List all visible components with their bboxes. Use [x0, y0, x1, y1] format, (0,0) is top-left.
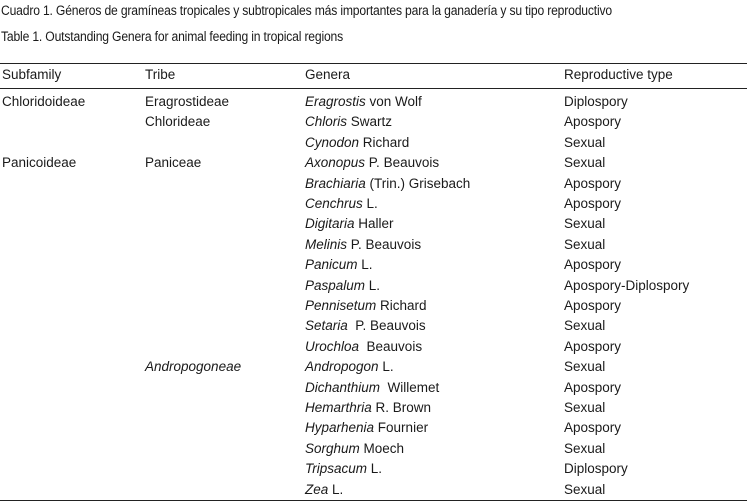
- reproductive-type-cell: Apospory: [564, 257, 622, 272]
- genus-author: Fournier: [374, 420, 429, 435]
- genus-name: Andropogon: [305, 359, 379, 374]
- genus-author: L.: [357, 257, 373, 272]
- genus-author: Willemet: [380, 380, 440, 395]
- genus-cell: [305, 196, 378, 212]
- reproductive-type-cell: Sexual: [564, 359, 606, 374]
- table-top-rule: [0, 63, 747, 64]
- genus-name: Digitaria: [305, 216, 355, 231]
- genus-name: Cynodon: [305, 135, 360, 150]
- genus-author: Richard: [359, 135, 410, 150]
- genus-name: Sorghum: [305, 441, 360, 456]
- subfamily-cell: Panicoideae: [2, 155, 77, 170]
- column-header-reproductive-type: Reproductive type: [564, 67, 673, 82]
- genus-name: Melinis: [305, 237, 348, 252]
- reproductive-type-cell: Apospory: [564, 420, 622, 435]
- reproductive-type-cell: Apospory: [564, 380, 622, 395]
- genus-author: L.: [328, 482, 344, 497]
- genus-cell: [305, 237, 421, 253]
- caption-english: Table 1. Outstanding Genera for animal feeding in tropical regions: [1, 29, 344, 44]
- reproductive-type-cell: Apospory-Diplospory: [564, 278, 690, 293]
- genus-name: Cenchrus: [305, 196, 363, 211]
- genus-cell: [305, 400, 431, 416]
- genus-name: Hemarthria: [305, 400, 372, 415]
- genus-author: P. Beauvois: [365, 155, 440, 170]
- genus-cell: [305, 359, 394, 375]
- genus-author: L.: [378, 359, 394, 374]
- genus-name: Zea: [305, 482, 329, 497]
- genus-cell: [305, 298, 427, 314]
- genus-author: L.: [365, 278, 381, 293]
- genus-cell: [305, 257, 373, 273]
- tribe-cell: Eragrostideae: [145, 94, 230, 109]
- genus-author: Richard: [376, 298, 427, 313]
- reproductive-type-cell: Apospory: [564, 298, 622, 313]
- table-bottom-rule: [0, 500, 747, 501]
- genus-author: R. Brown: [371, 400, 432, 415]
- genus-author: Moech: [359, 441, 405, 456]
- genus-name: Urochloa: [305, 339, 360, 354]
- genus-name: Panicum: [305, 257, 358, 272]
- genus-author: P. Beauvois: [347, 318, 426, 333]
- tribe-cell: Paniceae: [145, 155, 202, 170]
- genus-cell: [305, 482, 343, 498]
- tribe-cell: Andropogoneae: [145, 359, 242, 374]
- genus-name: Eragrostis: [305, 94, 366, 109]
- genus-cell: [305, 114, 392, 130]
- reproductive-type-cell: Apospory: [564, 339, 622, 354]
- reproductive-type-cell: Diplospory: [564, 461, 628, 476]
- genus-author: Beauvois: [359, 339, 423, 354]
- genus-cell: [305, 380, 439, 396]
- genus-cell: [305, 339, 422, 355]
- genus-cell: [305, 216, 394, 232]
- reproductive-type-cell: Sexual: [564, 155, 606, 170]
- subfamily-cell: Chloridoideae: [2, 94, 86, 109]
- genus-name: Setaria: [305, 318, 348, 333]
- genus-cell: [305, 318, 426, 334]
- genus-cell: [305, 278, 380, 294]
- genus-cell: [305, 155, 439, 171]
- genus-cell: [305, 94, 422, 110]
- genus-name: Hyparhenia: [305, 420, 375, 435]
- column-header-subfamily: Subfamily: [2, 67, 62, 82]
- caption-spanish: Cuadro 1. Géneros de gramíneas tropicales y subtropicales más importantes para la ganadería y su tipo reproductivo: [1, 3, 612, 18]
- column-header-genera: Genera: [305, 67, 351, 82]
- genus-author: Swartz: [347, 114, 393, 129]
- reproductive-type-cell: Sexual: [564, 318, 606, 333]
- reproductive-type-cell: Apospory: [564, 176, 622, 191]
- genus-name: Dichanthium: [305, 380, 381, 395]
- genus-name: Paspalum: [305, 278, 366, 293]
- genus-cell: [305, 461, 382, 477]
- reproductive-type-cell: Sexual: [564, 237, 606, 252]
- reproductive-type-cell: Sexual: [564, 400, 606, 415]
- reproductive-type-cell: Sexual: [564, 135, 606, 150]
- reproductive-type-cell: Sexual: [564, 441, 606, 456]
- genus-cell: [305, 441, 404, 457]
- column-header-tribe: Tribe: [145, 67, 176, 82]
- genus-name: Brachiaria: [305, 176, 366, 191]
- genus-author: (Trin.) Grisebach: [365, 176, 471, 191]
- genus-author: Haller: [354, 216, 394, 231]
- reproductive-type-cell: Diplospory: [564, 94, 628, 109]
- genus-name: Tripsacum: [305, 461, 368, 476]
- tribe-cell: Chlorideae: [145, 114, 211, 129]
- reproductive-type-cell: Apospory: [564, 196, 622, 211]
- genus-name: Pennisetum: [305, 298, 377, 313]
- reproductive-type-cell: Apospory: [564, 114, 622, 129]
- genus-cell: [305, 135, 409, 151]
- genus-name: Axonopus: [305, 155, 366, 170]
- genus-cell: [305, 176, 470, 192]
- genus-name: Chloris: [305, 114, 348, 129]
- header-rule: [0, 88, 747, 89]
- genus-author: P. Beauvois: [347, 237, 422, 252]
- genus-author: von Wolf: [365, 94, 422, 109]
- genus-author: L.: [367, 461, 383, 476]
- reproductive-type-cell: Sexual: [564, 482, 606, 497]
- reproductive-type-cell: Sexual: [564, 216, 606, 231]
- genus-author: L.: [362, 196, 378, 211]
- genus-cell: [305, 420, 428, 436]
